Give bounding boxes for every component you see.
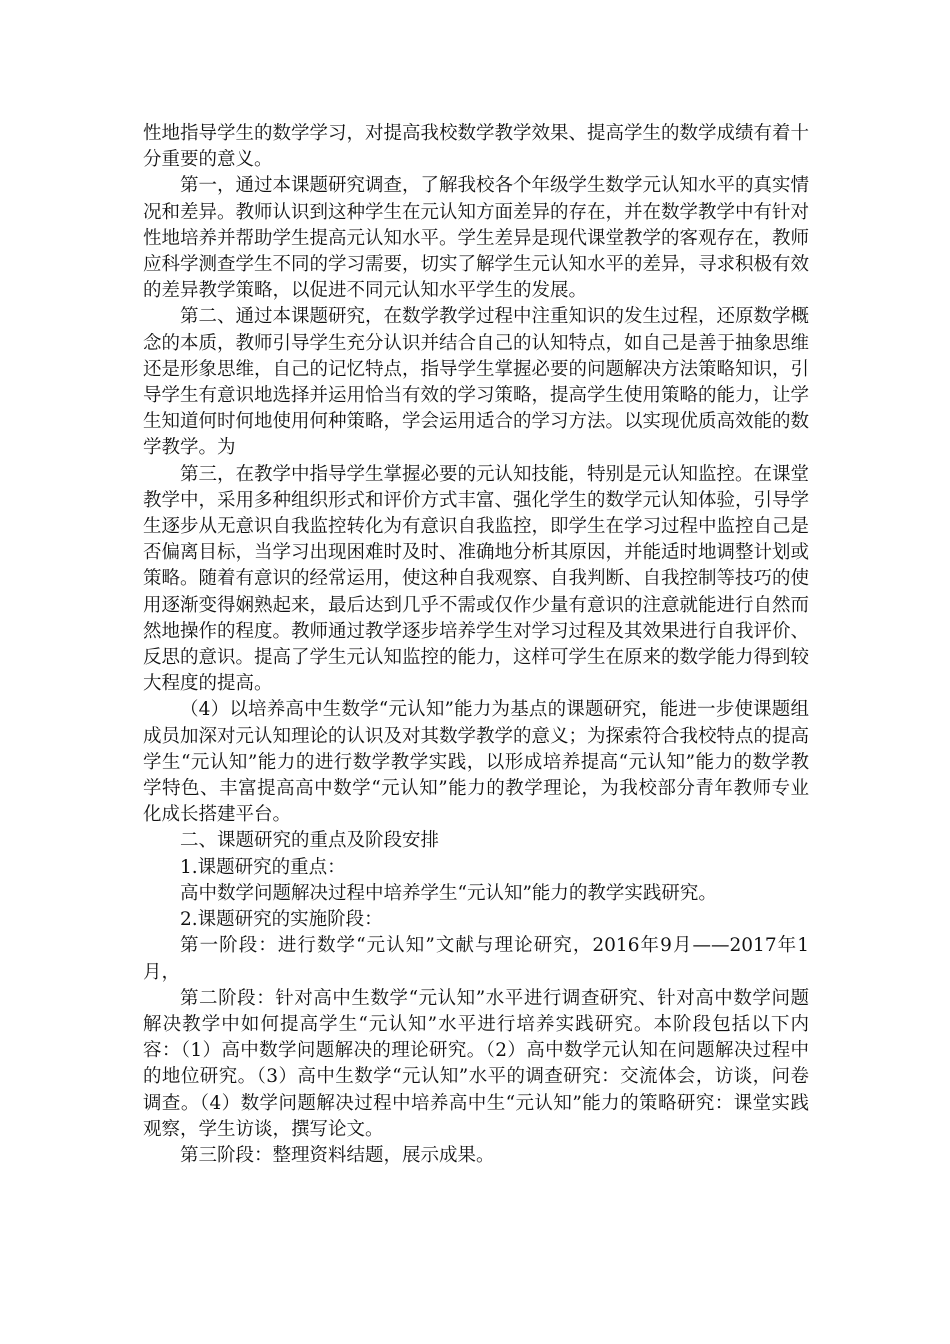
subheading-focus: 1.课题研究的重点： [180,856,346,878]
paragraph-second-point: 第二、通过本课题研究，在数学教学过程中注重知识的发生过程，还原数学概念的本质，教师引导学生充分认识并结合自己的认知特点，如自己是善于抽象思维还是形象思维，自己的记忆特点，指导学生掌握必要的问题解决方法策略知识，引导学生有意识地选择并运用恰当有效的学习策略，提高学生使用策略的能力，让学生知道何时何地使用何种策略，学会运用适合的学习方法。以实现优质高效能的数学教学。为 [143,306,810,459]
subheading-stages: 2.课题研究的实施阶段： [180,909,383,931]
paragraph-stage-2: 第二阶段：针对高中生数学“元认知”水平进行调查研究、针对高中数学问题解决教学中如何提高学生“元认知”水平进行培养实践研究。本阶段包括以下内容：（1）高中数学问题解决的理论研究。（2）高中数学元认知在问题解决过程中的地位研究。（3）高中生数学“元认知”水平的调查研究：交流体会，访谈，问卷调查。（4）数学问题解决过程中培养高中生“元认知”能力的策略研究：课堂实践观察，学生访谈，撰写论文。 [143,987,809,1140]
paragraph-first-point: 第一，通过本课题研究调查，了解我校各个年级学生数学元认知水平的真实情况和差异。教师认识到这种学生在元认知方面差异的存在，并在数学教学中有针对性地培养并帮助学生提高元认知水平。学生差异是现代课堂教学的客观存在，教师应科学测查学生不同的学习需要，切实了解学生元认知水平的差异，寻求积极有效的差异教学策略，以促进不同元认知水平学生的发展。 [143,175,810,302]
section-heading-2: 二、课题研究的重点及阶段安排 [180,830,440,852]
paragraph-intro-continuation: 性地指导学生的数学学习，对提高我校数学教学效果、提高学生的数学成绩有着十分重要的意义。 [143,123,810,171]
paragraph-stage-3: 第三阶段：整理资料结题，展示成果。 [180,1144,495,1166]
paragraph-stage-1: 第一阶段：进行数学“元认知”文献与理论研究，2016年9月——2017年1月， [143,935,809,983]
document-page [143,121,809,1169]
paragraph-third-point: 第三，在教学中指导学生掌握必要的元认知技能，特别是元认知监控。在课堂教学中，采用多种组织形式和评价方式丰富、强化学生的数学元认知体验，引导学生逐步从无意识自我监控转化为有意识自我监控，即学生在学习过程中监控自己是否偏离目标，当学习出现困难时及时、准确地分析其原因，并能适时地调整计划或策略。随着有意识的经常运用，使这种自我观察、自我判断、自我控制等技巧的使用逐渐变得娴熟起来，最后达到几乎不需或仅作少量有意识的注意就能进行自然而然地操作的程度。教师通过教学逐步培养学生对学习过程及其效果进行自我评价、反思的意识。提高了学生元认知监控的能力，这样可学生在原来的数学能力得到较大程度的提高。 [143,463,810,695]
paragraph-focus: 高中数学问题解决过程中培养学生“元认知”能力的教学实践研究。 [180,882,717,904]
paragraph-point-4: （4）以培养高中生数学“元认知”能力为基点的课题研究，能进一步使课题组成员加深对元认知理论的认识及对其数学教学的意义；为探索符合我校特点的提高学生“元认知”能力的进行数学教学实践，以形成培养提高“元认知”能力的数学教学特色、丰富提高高中数学“元认知”能力的教学理论，为我校部分青年教师专业化成长搭建平台。 [143,699,810,826]
